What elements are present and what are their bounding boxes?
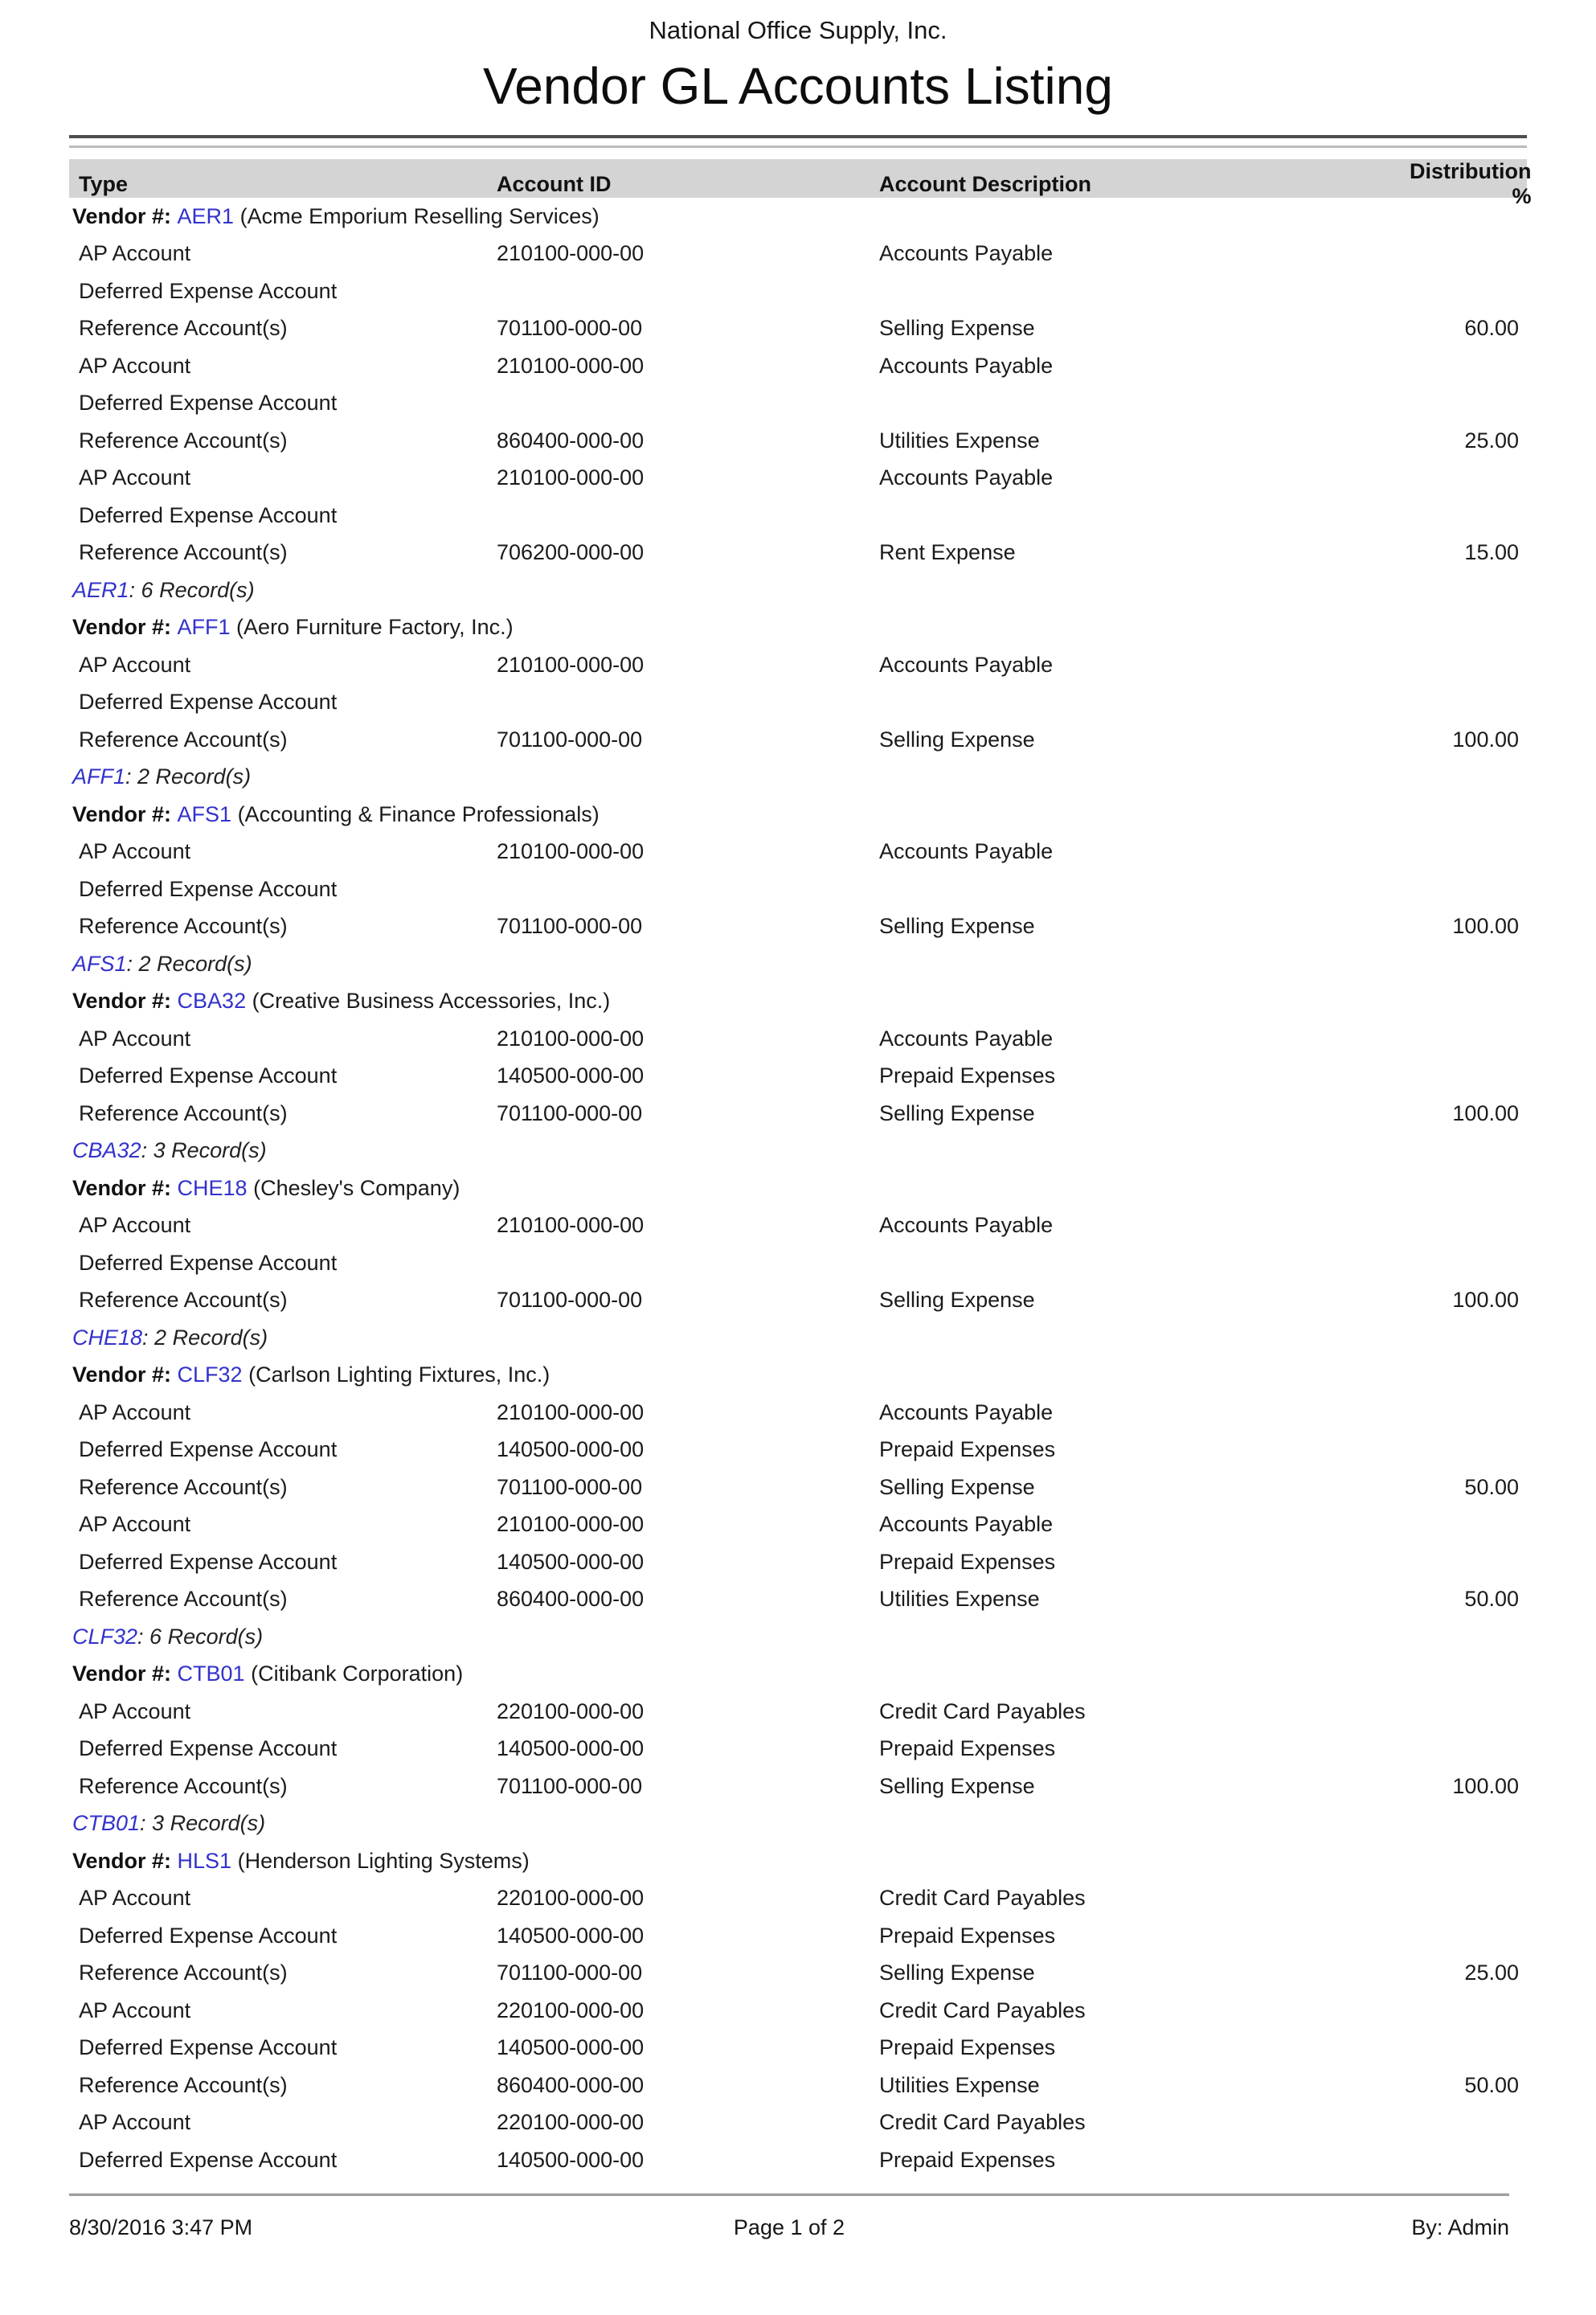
cell-account-description: Accounts Payable [879,1026,1054,1051]
vendor-code: CTB01 [177,1661,245,1686]
cell-account-id: 860400-000-00 [497,1587,645,1612]
vendor-summary-row [69,1319,1527,1357]
cell-account-id: 701100-000-00 [497,1961,643,1985]
table-row [69,1058,1527,1096]
cell-type: Reference Account(s) [79,1961,288,1985]
cell-account-description: Utilities Expense [879,2072,1040,2097]
vendor-number-label: Vendor #: [72,1175,178,1200]
vendor-summary-row [69,1805,1527,1843]
cell-account-description: Prepaid Expenses [879,2147,1056,2172]
cell-account-description: Selling Expense [879,1961,1035,1985]
table-row [69,1432,1527,1469]
cell-account-id: 860400-000-00 [497,2072,645,2097]
cell-account-id: 210100-000-00 [497,465,645,490]
column-header-account-id: Account ID [497,171,612,196]
table-row [69,422,1527,460]
table-row [69,1244,1527,1282]
vendor-number-label: Vendor #: [72,615,178,640]
cell-account-description: Accounts Payable [879,1399,1054,1424]
vendor-code: HLS1 [177,1848,232,1873]
summary-record-count: : 2 Record(s) [125,764,252,789]
cell-account-description: Selling Expense [879,1773,1035,1798]
table-row [69,834,1527,871]
vendor-header-row [69,1357,1527,1395]
vendor-header-row [69,1656,1527,1694]
cell-account-description: Utilities Expense [879,1587,1040,1612]
cell-type: Deferred Expense Account [79,278,338,303]
cell-account-description: Credit Card Payables [879,1886,1086,1911]
cell-account-id: 140500-000-00 [497,2035,645,2060]
table-row [69,1207,1527,1245]
cell-account-description: Selling Expense [879,316,1035,341]
table-row [69,871,1527,908]
summary-record-count: : 2 Record(s) [142,1325,268,1350]
table-row [69,1731,1527,1768]
divider-light-line [69,145,1527,148]
cell-account-id: 706200-000-00 [497,540,645,565]
cell-type: Reference Account(s) [79,1587,288,1612]
vendor-number-label: Vendor #: [72,989,178,1014]
table-row [69,1095,1527,1133]
cell-type: Deferred Expense Account [79,1437,338,1462]
cell-type: Reference Account(s) [79,2072,288,2097]
divider-dark-line [69,135,1527,138]
cell-type: Reference Account(s) [79,1773,288,1798]
cell-distribution: 100.00 [1452,727,1519,752]
cell-account-description: Accounts Payable [879,1213,1054,1238]
cell-account-id: 701100-000-00 [497,727,643,752]
cell-type: Deferred Expense Account [79,876,338,901]
cell-type: AP Account [79,353,191,378]
table-row [69,460,1527,498]
cell-account-id: 210100-000-00 [497,353,645,378]
vendor-header-row [69,1842,1527,1880]
summary-vendor-code: AFS1 [72,951,127,976]
vendor-header-row [69,983,1527,1021]
vendor-number-label: Vendor #: [72,203,178,228]
column-header-account-description: Account Description [879,171,1092,196]
cell-type: Reference Account(s) [79,727,288,752]
cell-type: AP Account [79,2110,191,2135]
table-row [69,1394,1527,1432]
cell-account-id: 210100-000-00 [497,1026,645,1051]
cell-type: Deferred Expense Account [79,391,338,416]
table-row [69,1693,1527,1731]
page-title: Vendor GL Accounts Listing [483,57,1113,115]
summary-vendor-code: CLF32 [72,1624,138,1649]
table-row [69,908,1527,946]
footer-datetime: 8/30/2016 3:47 PM [69,2215,253,2239]
cell-type: AP Account [79,1886,191,1911]
cell-type: AP Account [79,839,191,864]
vendor-summary-row [69,1133,1527,1170]
vendor-header-row [69,198,1527,236]
cell-account-description: Prepaid Expenses [879,1437,1056,1462]
vendor-header-row [69,609,1527,647]
table-row [69,347,1527,385]
cell-distribution: 50.00 [1464,1474,1519,1499]
summary-record-count: : 3 Record(s) [141,1138,267,1163]
summary-vendor-code: AER1 [72,577,129,602]
cell-account-description: Rent Expense [879,540,1016,565]
vendor-name: (Accounting & Finance Professionals) [231,801,600,826]
cell-type: Reference Account(s) [79,914,288,939]
summary-vendor-code: AFF1 [72,764,126,789]
vendor-name: (Chesley's Company) [247,1175,460,1200]
vendor-code: AFF1 [177,615,231,640]
table-row [69,2030,1527,2067]
table-body [69,198,1527,2179]
cell-type: AP Account [79,465,191,490]
table-row [69,535,1527,572]
cell-type: Reference Account(s) [79,1100,288,1125]
table-row [69,2141,1527,2179]
cell-account-id: 701100-000-00 [497,1474,643,1499]
vendor-number-label: Vendor #: [72,1848,178,1873]
cell-account-description: Selling Expense [879,727,1035,752]
cell-type: Deferred Expense Account [79,2035,338,2060]
cell-distribution: 60.00 [1464,316,1519,341]
cell-account-id: 701100-000-00 [497,1288,643,1313]
table-row [69,1880,1527,1918]
table-row [69,1469,1527,1506]
header-divider [69,135,1527,148]
cell-account-description: Credit Card Payables [879,2110,1086,2135]
cell-account-id: 140500-000-00 [497,2147,645,2172]
cell-type: Reference Account(s) [79,1474,288,1499]
cell-distribution: 15.00 [1464,540,1519,565]
cell-account-id: 210100-000-00 [497,1213,645,1238]
cell-type: Deferred Expense Account [79,1063,338,1088]
column-header-type: Type [79,171,129,196]
vendor-code: CLF32 [177,1362,243,1387]
footer-page-number: Page 1 of 2 [733,2215,845,2239]
cell-account-description: Credit Card Payables [879,1997,1086,2022]
cell-account-description: Selling Expense [879,1288,1035,1313]
cell-type: Deferred Expense Account [79,2147,338,2172]
vendor-name: (Henderson Lighting Systems) [231,1848,530,1873]
cell-account-description: Accounts Payable [879,1512,1054,1537]
cell-account-description: Prepaid Expenses [879,1923,1056,1948]
cell-distribution: 100.00 [1452,1288,1519,1313]
vendor-code: CBA32 [177,989,247,1014]
vendor-summary-row [69,572,1527,609]
cell-account-id: 210100-000-00 [497,241,645,266]
vendor-code: CHE18 [177,1175,248,1200]
cell-account-id: 701100-000-00 [497,1100,643,1125]
vendor-name: (Creative Business Accessories, Inc.) [246,989,611,1014]
cell-account-id: 140500-000-00 [497,1736,645,1761]
table-row [69,1581,1527,1619]
cell-account-id: 701100-000-00 [497,914,643,939]
cell-type: Deferred Expense Account [79,1250,338,1275]
summary-vendor-code: CTB01 [72,1811,141,1836]
cell-account-id: 701100-000-00 [497,316,643,341]
cell-type: AP Account [79,1512,191,1537]
cell-account-description: Accounts Payable [879,241,1054,266]
table-row [69,1506,1527,1544]
vendor-code: AER1 [177,203,235,228]
column-header-distribution: Distribution % [1410,159,1532,208]
cell-type: Deferred Expense Account [79,690,338,715]
cell-type: AP Account [79,652,191,677]
cell-account-id: 220100-000-00 [497,1997,645,2022]
table-row [69,1992,1527,2030]
vendor-summary-row [69,759,1527,797]
table-row [69,721,1527,759]
cell-account-id: 220100-000-00 [497,2110,645,2135]
cell-type: AP Account [79,1698,191,1723]
vendor-summary-row [69,1618,1527,1656]
cell-account-description: Accounts Payable [879,652,1054,677]
cell-distribution: 50.00 [1464,2072,1519,2097]
cell-account-id: 210100-000-00 [497,1399,645,1424]
footer-author: By: Admin [1411,2215,1509,2239]
cell-account-id: 140500-000-00 [497,1549,645,1574]
summary-record-count: : 3 Record(s) [140,1811,266,1836]
cell-type: Reference Account(s) [79,1288,288,1313]
summary-record-count: : 2 Record(s) [126,951,252,976]
table-row [69,684,1527,722]
vendor-name: (Acme Emporium Reselling Services) [234,203,600,228]
cell-type: Reference Account(s) [79,540,288,565]
cell-account-id: 220100-000-00 [497,1698,645,1723]
vendor-name: (Citibank Corporation) [244,1661,464,1686]
cell-type: AP Account [79,1399,191,1424]
table-row [69,497,1527,535]
cell-type: AP Account [79,1026,191,1051]
cell-account-description: Accounts Payable [879,353,1054,378]
vendor-number-label: Vendor #: [72,1362,178,1387]
summary-record-count: : 6 Record(s) [137,1624,264,1649]
summary-record-count: : 6 Record(s) [129,577,255,602]
cell-type: Reference Account(s) [79,428,288,453]
cell-account-id: 140500-000-00 [497,1923,645,1948]
cell-account-id: 701100-000-00 [497,1773,643,1798]
table-row [69,236,1527,273]
cell-account-description: Prepaid Expenses [879,1063,1056,1088]
cell-account-description: Credit Card Payables [879,1698,1086,1723]
vendor-summary-row [69,945,1527,983]
cell-account-id: 210100-000-00 [497,652,645,677]
cell-type: Reference Account(s) [79,316,288,341]
cell-type: Deferred Expense Account [79,1549,338,1574]
footer-divider [69,2193,1509,2196]
cell-distribution: 100.00 [1452,1100,1519,1125]
table-row [69,310,1527,348]
table-row [69,1917,1527,1955]
page-header [0,0,1596,116]
table-row [69,1768,1527,1805]
vendor-name: (Aero Furniture Factory, Inc.) [230,615,514,640]
table-row [69,1020,1527,1058]
cell-distribution: 25.00 [1464,428,1519,453]
cell-account-description: Prepaid Expenses [879,1736,1056,1761]
cell-distribution: 100.00 [1452,914,1519,939]
table-row [69,2067,1527,2104]
table-row [69,1543,1527,1581]
cell-type: AP Account [79,1997,191,2022]
summary-vendor-code: CBA32 [72,1138,141,1163]
cell-account-description: Selling Expense [879,1474,1035,1499]
table-row [69,1955,1527,1993]
cell-account-description: Accounts Payable [879,465,1054,490]
cell-type: AP Account [79,241,191,266]
table-row [69,1282,1527,1320]
cell-account-description: Utilities Expense [879,428,1040,453]
cell-account-id: 140500-000-00 [497,1437,645,1462]
summary-vendor-code: CHE18 [72,1325,143,1350]
cell-account-description: Selling Expense [879,1100,1035,1125]
cell-type: Deferred Expense Account [79,1736,338,1761]
cell-distribution: 50.00 [1464,1587,1519,1612]
cell-type: AP Account [79,1213,191,1238]
cell-type: Deferred Expense Account [79,1923,338,1948]
vendor-name: (Carlson Lighting Fixtures, Inc.) [242,1362,550,1387]
table-row [69,2104,1527,2142]
cell-account-id: 210100-000-00 [497,1512,645,1537]
cell-account-description: Prepaid Expenses [879,1549,1056,1574]
cell-distribution: 25.00 [1464,1961,1519,1985]
cell-type: Deferred Expense Account [79,502,338,527]
cell-account-description: Prepaid Expenses [879,2035,1056,2060]
vendor-header-row [69,796,1527,834]
table-row [69,272,1527,310]
vendor-header-row [69,1170,1527,1207]
cell-account-description: Selling Expense [879,914,1035,939]
cell-account-id: 140500-000-00 [497,1063,645,1088]
table-header [69,159,1532,208]
report-footer [69,2193,1509,2240]
vendor-code: AFS1 [177,801,232,826]
vendor-number-label: Vendor #: [72,801,178,826]
vendor-number-label: Vendor #: [72,1661,178,1686]
cell-account-id: 860400-000-00 [497,428,645,453]
cell-account-id: 210100-000-00 [497,839,645,864]
cell-account-id: 220100-000-00 [497,1886,645,1911]
cell-distribution: 100.00 [1452,1773,1519,1798]
table-row [69,646,1527,684]
table-row [69,385,1527,423]
cell-account-description: Accounts Payable [879,839,1054,864]
company-name: National Office Supply, Inc. [649,16,947,44]
